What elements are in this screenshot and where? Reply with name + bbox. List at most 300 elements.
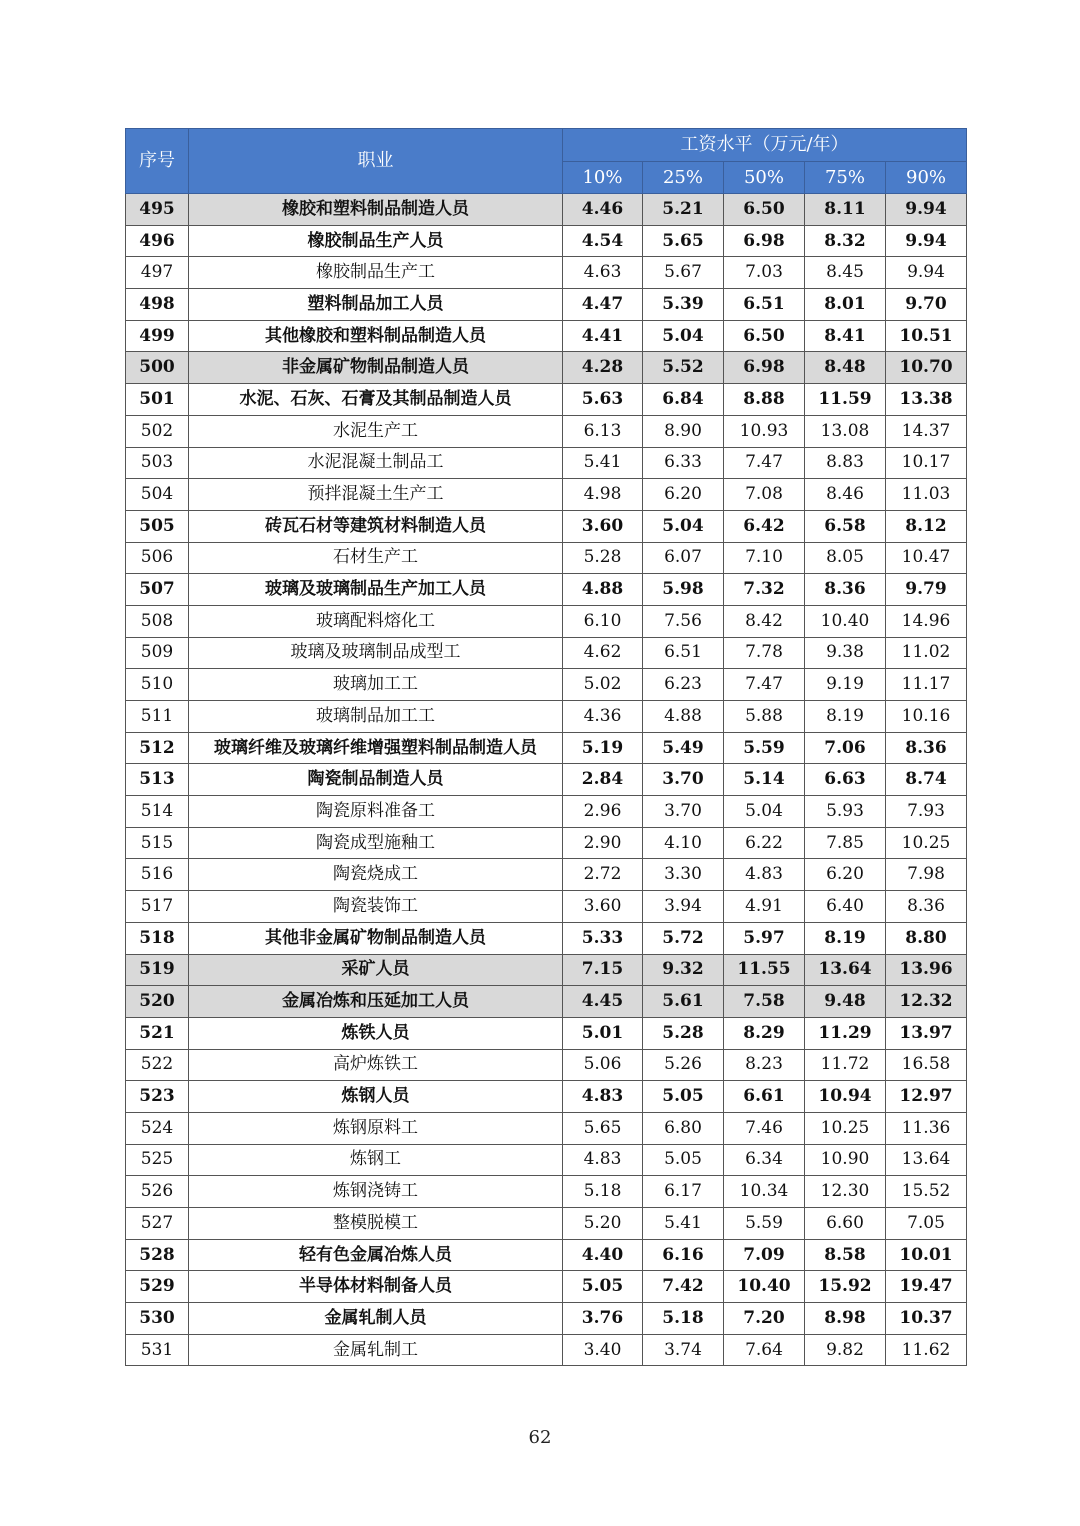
cell-p50: 10.93 bbox=[724, 415, 805, 447]
cell-p25: 6.07 bbox=[643, 542, 724, 574]
header-occupation: 职业 bbox=[189, 129, 563, 194]
cell-p25: 3.94 bbox=[643, 891, 724, 923]
table-row bbox=[126, 669, 967, 701]
cell-seq: 524 bbox=[126, 1112, 189, 1144]
cell-p50: 8.23 bbox=[724, 1049, 805, 1081]
cell-seq: 495 bbox=[126, 194, 189, 226]
cell-p25: 5.67 bbox=[643, 257, 724, 289]
cell-occupation: 炼钢人员 bbox=[189, 1081, 563, 1113]
cell-occupation: 塑料制品加工人员 bbox=[189, 289, 563, 321]
cell-p50: 8.88 bbox=[724, 384, 805, 416]
cell-p90: 8.36 bbox=[886, 891, 967, 923]
cell-p75: 15.92 bbox=[805, 1271, 886, 1303]
cell-p10: 3.40 bbox=[563, 1334, 643, 1366]
cell-p25: 5.61 bbox=[643, 986, 724, 1018]
cell-p50: 7.47 bbox=[724, 669, 805, 701]
cell-occupation: 玻璃及玻璃制品生产加工人员 bbox=[189, 574, 563, 606]
cell-seq: 522 bbox=[126, 1049, 189, 1081]
wage-table bbox=[125, 128, 967, 1366]
header-wage-level: 工资水平（万元/年） bbox=[563, 129, 967, 162]
table-row bbox=[126, 891, 967, 923]
cell-p25: 7.56 bbox=[643, 605, 724, 637]
cell-p75: 10.90 bbox=[805, 1144, 886, 1176]
cell-p90: 7.98 bbox=[886, 859, 967, 891]
cell-p10: 5.41 bbox=[563, 447, 643, 479]
cell-p75: 6.20 bbox=[805, 859, 886, 891]
cell-occupation: 炼钢浇铸工 bbox=[189, 1176, 563, 1208]
cell-p50: 11.55 bbox=[724, 954, 805, 986]
cell-p75: 8.36 bbox=[805, 574, 886, 606]
table-row bbox=[126, 1176, 967, 1208]
cell-p50: 7.10 bbox=[724, 542, 805, 574]
cell-p25: 6.80 bbox=[643, 1112, 724, 1144]
cell-p25: 5.52 bbox=[643, 352, 724, 384]
table-row bbox=[126, 1112, 967, 1144]
cell-p10: 4.28 bbox=[563, 352, 643, 384]
cell-p10: 4.36 bbox=[563, 701, 643, 733]
cell-p90: 9.79 bbox=[886, 574, 967, 606]
cell-p25: 6.20 bbox=[643, 479, 724, 511]
cell-p25: 6.23 bbox=[643, 669, 724, 701]
cell-p50: 4.83 bbox=[724, 859, 805, 891]
cell-p75: 6.40 bbox=[805, 891, 886, 923]
table-row bbox=[126, 986, 967, 1018]
cell-p90: 8.80 bbox=[886, 922, 967, 954]
cell-p50: 10.34 bbox=[724, 1176, 805, 1208]
cell-p10: 5.65 bbox=[563, 1112, 643, 1144]
cell-seq: 515 bbox=[126, 827, 189, 859]
cell-p75: 8.46 bbox=[805, 479, 886, 511]
cell-p25: 5.05 bbox=[643, 1081, 724, 1113]
cell-p50: 5.59 bbox=[724, 1208, 805, 1240]
table-row bbox=[126, 859, 967, 891]
cell-p10: 4.41 bbox=[563, 320, 643, 352]
cell-p75: 6.58 bbox=[805, 510, 886, 542]
cell-p50: 5.59 bbox=[724, 732, 805, 764]
cell-p50: 7.32 bbox=[724, 574, 805, 606]
cell-seq: 530 bbox=[126, 1303, 189, 1335]
cell-p90: 11.17 bbox=[886, 669, 967, 701]
cell-seq: 497 bbox=[126, 257, 189, 289]
cell-p90: 10.25 bbox=[886, 827, 967, 859]
cell-p25: 5.04 bbox=[643, 320, 724, 352]
cell-seq: 528 bbox=[126, 1239, 189, 1271]
table-row bbox=[126, 1334, 967, 1366]
cell-occupation: 玻璃加工工 bbox=[189, 669, 563, 701]
cell-occupation: 陶瓷制品制造人员 bbox=[189, 764, 563, 796]
cell-p90: 11.62 bbox=[886, 1334, 967, 1366]
cell-occupation: 水泥、石灰、石膏及其制品制造人员 bbox=[189, 384, 563, 416]
cell-p50: 10.40 bbox=[724, 1271, 805, 1303]
cell-p75: 8.98 bbox=[805, 1303, 886, 1335]
cell-p25: 5.49 bbox=[643, 732, 724, 764]
table-row bbox=[126, 574, 967, 606]
cell-p10: 5.18 bbox=[563, 1176, 643, 1208]
cell-p90: 12.32 bbox=[886, 986, 967, 1018]
cell-p90: 10.51 bbox=[886, 320, 967, 352]
cell-p90: 12.97 bbox=[886, 1081, 967, 1113]
cell-p10: 5.01 bbox=[563, 1017, 643, 1049]
cell-occupation: 金属轧制工 bbox=[189, 1334, 563, 1366]
table-header bbox=[126, 129, 967, 194]
cell-p25: 4.10 bbox=[643, 827, 724, 859]
table-row bbox=[126, 701, 967, 733]
cell-occupation: 非金属矿物制品制造人员 bbox=[189, 352, 563, 384]
cell-p75: 8.83 bbox=[805, 447, 886, 479]
cell-p90: 7.05 bbox=[886, 1208, 967, 1240]
cell-seq: 509 bbox=[126, 637, 189, 669]
cell-p90: 14.37 bbox=[886, 415, 967, 447]
cell-occupation: 玻璃配料熔化工 bbox=[189, 605, 563, 637]
cell-p50: 5.97 bbox=[724, 922, 805, 954]
cell-p10: 4.63 bbox=[563, 257, 643, 289]
cell-p90: 10.47 bbox=[886, 542, 967, 574]
cell-p50: 7.78 bbox=[724, 637, 805, 669]
cell-p25: 5.05 bbox=[643, 1144, 724, 1176]
cell-p25: 5.26 bbox=[643, 1049, 724, 1081]
cell-p90: 11.02 bbox=[886, 637, 967, 669]
cell-p50: 6.50 bbox=[724, 320, 805, 352]
cell-p50: 6.50 bbox=[724, 194, 805, 226]
cell-p10: 4.83 bbox=[563, 1081, 643, 1113]
cell-p75: 8.19 bbox=[805, 701, 886, 733]
cell-occupation: 橡胶制品生产人员 bbox=[189, 225, 563, 257]
cell-p10: 5.06 bbox=[563, 1049, 643, 1081]
cell-p50: 8.29 bbox=[724, 1017, 805, 1049]
cell-p10: 6.10 bbox=[563, 605, 643, 637]
cell-seq: 502 bbox=[126, 415, 189, 447]
cell-p50: 8.42 bbox=[724, 605, 805, 637]
table-row bbox=[126, 1271, 967, 1303]
cell-p10: 4.40 bbox=[563, 1239, 643, 1271]
table-row bbox=[126, 1303, 967, 1335]
cell-occupation: 轻有色金属冶炼人员 bbox=[189, 1239, 563, 1271]
cell-occupation: 橡胶制品生产工 bbox=[189, 257, 563, 289]
cell-p10: 3.60 bbox=[563, 510, 643, 542]
cell-p25: 5.98 bbox=[643, 574, 724, 606]
cell-p75: 7.85 bbox=[805, 827, 886, 859]
cell-p50: 7.08 bbox=[724, 479, 805, 511]
cell-p10: 4.88 bbox=[563, 574, 643, 606]
table-row bbox=[126, 764, 967, 796]
cell-p10: 5.63 bbox=[563, 384, 643, 416]
cell-p25: 3.70 bbox=[643, 764, 724, 796]
cell-seq: 526 bbox=[126, 1176, 189, 1208]
cell-p90: 15.52 bbox=[886, 1176, 967, 1208]
cell-p50: 7.64 bbox=[724, 1334, 805, 1366]
table-row bbox=[126, 1017, 967, 1049]
cell-p25: 5.39 bbox=[643, 289, 724, 321]
table-row bbox=[126, 1049, 967, 1081]
cell-seq: 508 bbox=[126, 605, 189, 637]
cell-occupation: 其他橡胶和塑料制品制造人员 bbox=[189, 320, 563, 352]
table-row bbox=[126, 542, 967, 574]
cell-p25: 5.41 bbox=[643, 1208, 724, 1240]
cell-p50: 7.58 bbox=[724, 986, 805, 1018]
cell-p50: 7.47 bbox=[724, 447, 805, 479]
cell-p75: 11.59 bbox=[805, 384, 886, 416]
table-row bbox=[126, 1144, 967, 1176]
cell-p10: 4.46 bbox=[563, 194, 643, 226]
cell-p25: 6.16 bbox=[643, 1239, 724, 1271]
cell-p75: 13.08 bbox=[805, 415, 886, 447]
cell-occupation: 炼钢原料工 bbox=[189, 1112, 563, 1144]
cell-p50: 6.61 bbox=[724, 1081, 805, 1113]
table-row bbox=[126, 1239, 967, 1271]
cell-occupation: 陶瓷装饰工 bbox=[189, 891, 563, 923]
table-row bbox=[126, 352, 967, 384]
cell-p10: 4.54 bbox=[563, 225, 643, 257]
cell-p10: 2.72 bbox=[563, 859, 643, 891]
cell-occupation: 玻璃制品加工工 bbox=[189, 701, 563, 733]
cell-p75: 8.01 bbox=[805, 289, 886, 321]
cell-p75: 12.30 bbox=[805, 1176, 886, 1208]
cell-p50: 7.46 bbox=[724, 1112, 805, 1144]
cell-p75: 8.19 bbox=[805, 922, 886, 954]
cell-p75: 8.45 bbox=[805, 257, 886, 289]
cell-p90: 10.17 bbox=[886, 447, 967, 479]
cell-occupation: 其他非金属矿物制品制造人员 bbox=[189, 922, 563, 954]
cell-occupation: 采矿人员 bbox=[189, 954, 563, 986]
cell-p90: 16.58 bbox=[886, 1049, 967, 1081]
cell-p10: 3.60 bbox=[563, 891, 643, 923]
cell-seq: 518 bbox=[126, 922, 189, 954]
cell-p90: 14.96 bbox=[886, 605, 967, 637]
cell-p25: 4.88 bbox=[643, 701, 724, 733]
cell-seq: 516 bbox=[126, 859, 189, 891]
cell-p75: 8.58 bbox=[805, 1239, 886, 1271]
cell-p50: 6.34 bbox=[724, 1144, 805, 1176]
cell-p25: 6.17 bbox=[643, 1176, 724, 1208]
cell-p10: 5.33 bbox=[563, 922, 643, 954]
cell-occupation: 陶瓷烧成工 bbox=[189, 859, 563, 891]
cell-p25: 3.30 bbox=[643, 859, 724, 891]
table-row bbox=[126, 479, 967, 511]
cell-p75: 10.94 bbox=[805, 1081, 886, 1113]
cell-p90: 10.16 bbox=[886, 701, 967, 733]
cell-p10: 2.84 bbox=[563, 764, 643, 796]
cell-p90: 11.03 bbox=[886, 479, 967, 511]
cell-p10: 3.76 bbox=[563, 1303, 643, 1335]
cell-p75: 10.25 bbox=[805, 1112, 886, 1144]
cell-p90: 13.38 bbox=[886, 384, 967, 416]
header-p25: 25% bbox=[643, 162, 724, 194]
cell-p75: 6.63 bbox=[805, 764, 886, 796]
cell-p75: 9.48 bbox=[805, 986, 886, 1018]
cell-p75: 8.48 bbox=[805, 352, 886, 384]
cell-p10: 7.15 bbox=[563, 954, 643, 986]
cell-p50: 5.88 bbox=[724, 701, 805, 733]
cell-p75: 8.32 bbox=[805, 225, 886, 257]
table-row bbox=[126, 257, 967, 289]
cell-p25: 5.21 bbox=[643, 194, 724, 226]
cell-seq: 525 bbox=[126, 1144, 189, 1176]
cell-seq: 520 bbox=[126, 986, 189, 1018]
cell-p75: 13.64 bbox=[805, 954, 886, 986]
table-row bbox=[126, 827, 967, 859]
cell-p25: 5.72 bbox=[643, 922, 724, 954]
cell-p90: 13.64 bbox=[886, 1144, 967, 1176]
cell-p25: 5.18 bbox=[643, 1303, 724, 1335]
cell-p90: 11.36 bbox=[886, 1112, 967, 1144]
cell-p25: 5.04 bbox=[643, 510, 724, 542]
header-p50: 50% bbox=[724, 162, 805, 194]
table-row bbox=[126, 637, 967, 669]
cell-occupation: 炼铁人员 bbox=[189, 1017, 563, 1049]
cell-p50: 7.09 bbox=[724, 1239, 805, 1271]
cell-occupation: 高炉炼铁工 bbox=[189, 1049, 563, 1081]
cell-seq: 521 bbox=[126, 1017, 189, 1049]
cell-occupation: 石材生产工 bbox=[189, 542, 563, 574]
cell-seq: 500 bbox=[126, 352, 189, 384]
cell-p90: 8.74 bbox=[886, 764, 967, 796]
table-row bbox=[126, 384, 967, 416]
cell-p25: 9.32 bbox=[643, 954, 724, 986]
cell-p90: 10.01 bbox=[886, 1239, 967, 1271]
cell-p10: 5.28 bbox=[563, 542, 643, 574]
cell-seq: 496 bbox=[126, 225, 189, 257]
cell-seq: 501 bbox=[126, 384, 189, 416]
table-row bbox=[126, 320, 967, 352]
header-p90: 90% bbox=[886, 162, 967, 194]
cell-p50: 6.51 bbox=[724, 289, 805, 321]
cell-p10: 2.90 bbox=[563, 827, 643, 859]
cell-p50: 5.04 bbox=[724, 796, 805, 828]
table-row bbox=[126, 447, 967, 479]
cell-seq: 499 bbox=[126, 320, 189, 352]
cell-seq: 507 bbox=[126, 574, 189, 606]
table-row bbox=[126, 289, 967, 321]
cell-p25: 8.90 bbox=[643, 415, 724, 447]
cell-p75: 8.05 bbox=[805, 542, 886, 574]
cell-seq: 523 bbox=[126, 1081, 189, 1113]
cell-p50: 6.22 bbox=[724, 827, 805, 859]
cell-p50: 5.14 bbox=[724, 764, 805, 796]
cell-p50: 6.98 bbox=[724, 225, 805, 257]
cell-seq: 510 bbox=[126, 669, 189, 701]
cell-occupation: 玻璃纤维及玻璃纤维增强塑料制品制造人员 bbox=[189, 732, 563, 764]
cell-p10: 5.19 bbox=[563, 732, 643, 764]
table-row bbox=[126, 796, 967, 828]
table-row bbox=[126, 415, 967, 447]
cell-p10: 5.20 bbox=[563, 1208, 643, 1240]
cell-p75: 7.06 bbox=[805, 732, 886, 764]
cell-p90: 9.94 bbox=[886, 225, 967, 257]
cell-p25: 3.70 bbox=[643, 796, 724, 828]
cell-seq: 503 bbox=[126, 447, 189, 479]
cell-seq: 513 bbox=[126, 764, 189, 796]
cell-seq: 531 bbox=[126, 1334, 189, 1366]
cell-seq: 527 bbox=[126, 1208, 189, 1240]
cell-p25: 6.84 bbox=[643, 384, 724, 416]
cell-occupation: 橡胶和塑料制品制造人员 bbox=[189, 194, 563, 226]
cell-occupation: 炼钢工 bbox=[189, 1144, 563, 1176]
cell-p90: 9.94 bbox=[886, 194, 967, 226]
cell-p75: 11.29 bbox=[805, 1017, 886, 1049]
cell-p10: 4.62 bbox=[563, 637, 643, 669]
table-row bbox=[126, 1081, 967, 1113]
cell-p90: 13.96 bbox=[886, 954, 967, 986]
cell-occupation: 水泥混凝土制品工 bbox=[189, 447, 563, 479]
cell-p10: 5.05 bbox=[563, 1271, 643, 1303]
table-row bbox=[126, 1208, 967, 1240]
cell-p10: 4.47 bbox=[563, 289, 643, 321]
table-row bbox=[126, 954, 967, 986]
cell-occupation: 陶瓷原料准备工 bbox=[189, 796, 563, 828]
table-row bbox=[126, 605, 967, 637]
cell-p25: 6.51 bbox=[643, 637, 724, 669]
header-seq: 序号 bbox=[126, 129, 189, 194]
cell-p75: 8.41 bbox=[805, 320, 886, 352]
cell-seq: 506 bbox=[126, 542, 189, 574]
cell-p90: 13.97 bbox=[886, 1017, 967, 1049]
cell-seq: 505 bbox=[126, 510, 189, 542]
cell-seq: 517 bbox=[126, 891, 189, 923]
cell-p90: 8.12 bbox=[886, 510, 967, 542]
cell-p75: 5.93 bbox=[805, 796, 886, 828]
cell-occupation: 预拌混凝土生产工 bbox=[189, 479, 563, 511]
cell-p90: 10.70 bbox=[886, 352, 967, 384]
cell-p10: 2.96 bbox=[563, 796, 643, 828]
table-row bbox=[126, 510, 967, 542]
cell-seq: 514 bbox=[126, 796, 189, 828]
cell-p50: 6.42 bbox=[724, 510, 805, 542]
cell-p75: 6.60 bbox=[805, 1208, 886, 1240]
cell-seq: 529 bbox=[126, 1271, 189, 1303]
cell-p75: 10.40 bbox=[805, 605, 886, 637]
cell-seq: 519 bbox=[126, 954, 189, 986]
cell-p50: 7.20 bbox=[724, 1303, 805, 1335]
cell-p90: 7.93 bbox=[886, 796, 967, 828]
header-p10: 10% bbox=[563, 162, 643, 194]
cell-p10: 6.13 bbox=[563, 415, 643, 447]
cell-occupation: 玻璃及玻璃制品成型工 bbox=[189, 637, 563, 669]
cell-p50: 7.03 bbox=[724, 257, 805, 289]
cell-p75: 9.38 bbox=[805, 637, 886, 669]
cell-occupation: 半导体材料制备人员 bbox=[189, 1271, 563, 1303]
cell-p10: 4.98 bbox=[563, 479, 643, 511]
cell-seq: 504 bbox=[126, 479, 189, 511]
cell-occupation: 砖瓦石材等建筑材料制造人员 bbox=[189, 510, 563, 542]
cell-p75: 11.72 bbox=[805, 1049, 886, 1081]
cell-p75: 9.19 bbox=[805, 669, 886, 701]
cell-p75: 8.11 bbox=[805, 194, 886, 226]
cell-p25: 5.65 bbox=[643, 225, 724, 257]
cell-p90: 19.47 bbox=[886, 1271, 967, 1303]
cell-occupation: 陶瓷成型施釉工 bbox=[189, 827, 563, 859]
cell-occupation: 水泥生产工 bbox=[189, 415, 563, 447]
cell-occupation: 整模脱模工 bbox=[189, 1208, 563, 1240]
cell-p90: 10.37 bbox=[886, 1303, 967, 1335]
cell-seq: 511 bbox=[126, 701, 189, 733]
header-p75: 75% bbox=[805, 162, 886, 194]
cell-p10: 4.45 bbox=[563, 986, 643, 1018]
cell-p90: 8.36 bbox=[886, 732, 967, 764]
table-row bbox=[126, 732, 967, 764]
cell-p10: 5.02 bbox=[563, 669, 643, 701]
cell-p25: 7.42 bbox=[643, 1271, 724, 1303]
cell-p50: 6.98 bbox=[724, 352, 805, 384]
table-row bbox=[126, 922, 967, 954]
cell-occupation: 金属轧制人员 bbox=[189, 1303, 563, 1335]
table-row bbox=[126, 194, 967, 226]
cell-seq: 512 bbox=[126, 732, 189, 764]
cell-p50: 4.91 bbox=[724, 891, 805, 923]
cell-p25: 3.74 bbox=[643, 1334, 724, 1366]
cell-seq: 498 bbox=[126, 289, 189, 321]
cell-p10: 4.83 bbox=[563, 1144, 643, 1176]
cell-p75: 9.82 bbox=[805, 1334, 886, 1366]
